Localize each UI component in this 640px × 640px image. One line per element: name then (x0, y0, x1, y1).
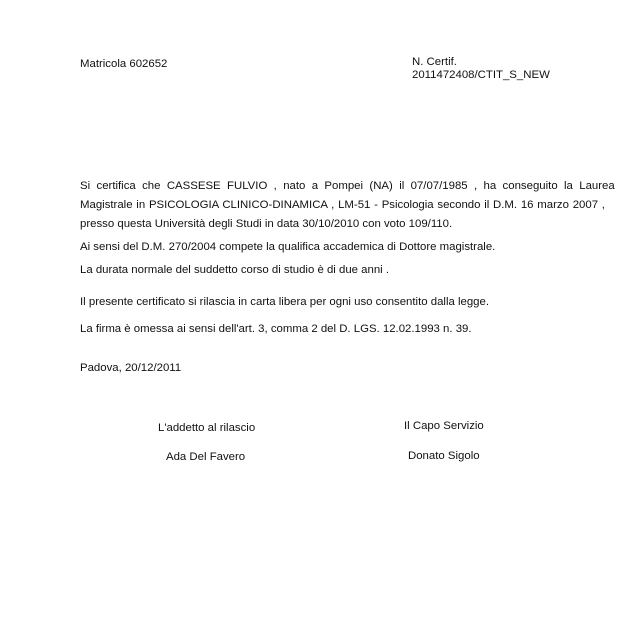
certification-line-1: Si certifica che CASSESE FULVIO , nato a Pompei (NA) il 07/07/1985 , ha conseguito la Laurea (80, 180, 615, 192)
certificate-number-label: N. Certif. (412, 56, 457, 68)
qualification-statement: Ai sensi del D.M. 270/2004 compete la qualifica accademica di Dottore magistrale. (80, 241, 496, 253)
signature-omitted-statement: La firma è omessa ai sensi dell'art. 3, comma 2 del D. LGS. 12.02.1993 n. 39. (80, 323, 472, 335)
certificate-number: 2011472408/CTIT_S_NEW (412, 68, 550, 81)
place-and-date: Padova, 20/12/2011 (80, 362, 182, 374)
duration-statement: La durata normale del suddetto corso di studio è di due anni . (80, 264, 390, 276)
head-of-service-name: Donato Sigolo (408, 450, 480, 462)
certification-body (80, 177, 615, 280)
issuer-role: L'addetto al rilascio (158, 422, 256, 434)
matricola-number: Matricola 602652 (80, 58, 168, 70)
issuer-name: Ada Del Favero (166, 451, 246, 463)
certificate-number-block (412, 56, 550, 81)
head-of-service-role: Il Capo Servizio (404, 420, 484, 432)
certification-line-3: presso questa Università degli Studi in data 30/10/2010 con voto 109/110. (80, 218, 453, 230)
certification-line-2: Magistrale in PSICOLOGIA CLINICO-DINAMICA , LM-51 - Psicologia secondo il D.M. 16 marzo 2007 , (80, 199, 605, 211)
free-paper-statement: Il presente certificato si rilascia in carta libera per ogni uso consentito dalla legge. (80, 296, 490, 308)
